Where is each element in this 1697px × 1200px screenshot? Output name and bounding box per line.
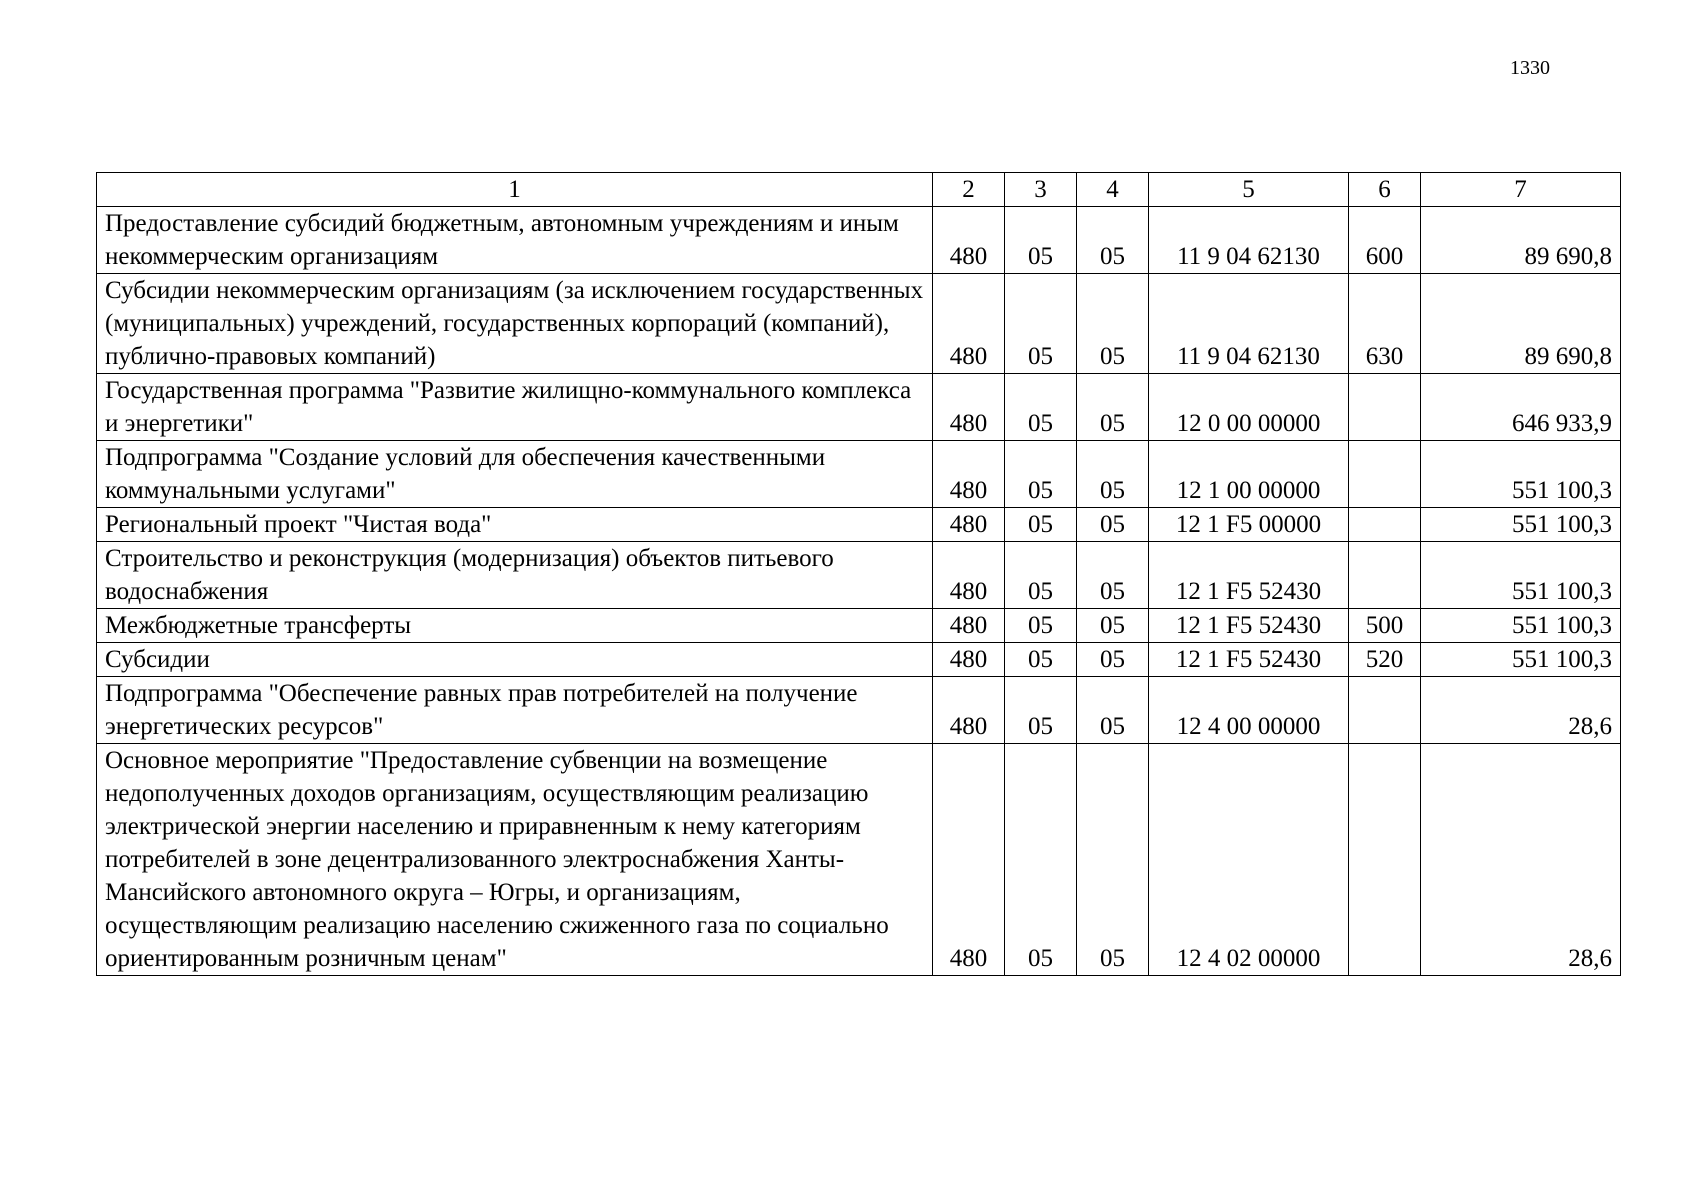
row-subsection: 05: [1077, 374, 1149, 441]
header-cell-2: 2: [933, 173, 1005, 207]
row-subsection: 05: [1077, 677, 1149, 744]
row-target-code: 12 4 00 00000: [1149, 677, 1349, 744]
row-name: Межбюджетные трансферты: [97, 609, 933, 643]
row-ministry-code: 480: [933, 542, 1005, 609]
row-target-code: 12 0 00 00000: [1149, 374, 1349, 441]
row-section: 05: [1005, 542, 1077, 609]
row-name: Субсидии: [97, 643, 933, 677]
row-section: 05: [1005, 643, 1077, 677]
row-ministry-code: 480: [933, 677, 1005, 744]
row-section: 05: [1005, 744, 1077, 976]
row-amount: 551 100,3: [1421, 441, 1621, 508]
row-amount: 89 690,8: [1421, 274, 1621, 374]
row-target-code: 12 1 F5 52430: [1149, 643, 1349, 677]
row-target-code: 12 1 F5 00000: [1149, 508, 1349, 542]
table-row: [97, 441, 1621, 508]
header-cell-4: 4: [1077, 173, 1149, 207]
row-amount: 551 100,3: [1421, 542, 1621, 609]
row-amount: 28,6: [1421, 744, 1621, 976]
table-header: [97, 173, 1621, 207]
row-target-code: 11 9 04 62130: [1149, 207, 1349, 274]
row-expense-type: [1349, 441, 1421, 508]
row-target-code: 12 1 00 00000: [1149, 441, 1349, 508]
header-row: [97, 173, 1621, 207]
row-subsection: 05: [1077, 542, 1149, 609]
row-section: 05: [1005, 609, 1077, 643]
row-amount: 551 100,3: [1421, 508, 1621, 542]
table-row: [97, 744, 1621, 976]
row-section: 05: [1005, 677, 1077, 744]
row-name: Основное мероприятие "Предоставление субвенции на возмещение недополученных доходов организациям, осуществляющим реализацию электрической энергии населению и приравненным к нему категориям потребителей в зоне децентрализованного электроснабжения Ханты-Мансийского автономного округа – Югры, и организациям, осуществляющим реализацию населению сжиженного газа по социально ориентированным розничным ценам": [97, 744, 933, 976]
header-cell-5: 5: [1149, 173, 1349, 207]
row-subsection: 05: [1077, 207, 1149, 274]
row-name: Подпрограмма "Обеспечение равных прав потребителей на получение энергетических ресурсов": [97, 677, 933, 744]
table-row: [97, 508, 1621, 542]
row-expense-type: 520: [1349, 643, 1421, 677]
row-amount: 89 690,8: [1421, 207, 1621, 274]
row-expense-type: 500: [1349, 609, 1421, 643]
row-subsection: 05: [1077, 643, 1149, 677]
row-expense-type: [1349, 508, 1421, 542]
row-section: 05: [1005, 274, 1077, 374]
table-row: [97, 609, 1621, 643]
row-expense-type: [1349, 374, 1421, 441]
table-row: [97, 542, 1621, 609]
row-expense-type: 600: [1349, 207, 1421, 274]
row-ministry-code: 480: [933, 508, 1005, 542]
row-section: 05: [1005, 374, 1077, 441]
table-row: [97, 207, 1621, 274]
row-section: 05: [1005, 508, 1077, 542]
row-ministry-code: 480: [933, 744, 1005, 976]
table-row: [97, 274, 1621, 374]
header-cell-7: 7: [1421, 173, 1621, 207]
row-ministry-code: 480: [933, 207, 1005, 274]
header-cell-3: 3: [1005, 173, 1077, 207]
page-number: 1330: [1510, 57, 1550, 79]
row-subsection: 05: [1077, 609, 1149, 643]
table-row: [97, 643, 1621, 677]
row-name: Региональный проект "Чистая вода": [97, 508, 933, 542]
row-name: Предоставление субсидий бюджетным, автономным учреждениям и иным некоммерческим организациям: [97, 207, 933, 274]
row-amount: 646 933,9: [1421, 374, 1621, 441]
row-ministry-code: 480: [933, 441, 1005, 508]
row-section: 05: [1005, 441, 1077, 508]
row-ministry-code: 480: [933, 374, 1005, 441]
row-expense-type: [1349, 677, 1421, 744]
row-ministry-code: 480: [933, 643, 1005, 677]
budget-table: [96, 172, 1621, 976]
row-subsection: 05: [1077, 744, 1149, 976]
row-name: Государственная программа "Развитие жилищно-коммунального комплекса и энергетики": [97, 374, 933, 441]
row-target-code: 12 1 F5 52430: [1149, 542, 1349, 609]
row-target-code: 12 4 02 00000: [1149, 744, 1349, 976]
row-name: Строительство и реконструкция (модернизация) объектов питьевого водоснабжения: [97, 542, 933, 609]
row-name: Субсидии некоммерческим организациям (за исключением государственных (муниципальных) учреждений, государственных корпораций (компаний), публично-правовых компаний): [97, 274, 933, 374]
row-section: 05: [1005, 207, 1077, 274]
row-amount: 551 100,3: [1421, 643, 1621, 677]
table-row: [97, 374, 1621, 441]
row-subsection: 05: [1077, 274, 1149, 374]
header-cell-6: 6: [1349, 173, 1421, 207]
row-subsection: 05: [1077, 508, 1149, 542]
row-amount: 28,6: [1421, 677, 1621, 744]
row-ministry-code: 480: [933, 274, 1005, 374]
header-cell-1: 1: [97, 173, 933, 207]
row-expense-type: [1349, 542, 1421, 609]
row-expense-type: 630: [1349, 274, 1421, 374]
row-target-code: 11 9 04 62130: [1149, 274, 1349, 374]
table-body: [97, 207, 1621, 976]
row-target-code: 12 1 F5 52430: [1149, 609, 1349, 643]
row-amount: 551 100,3: [1421, 609, 1621, 643]
row-expense-type: [1349, 744, 1421, 976]
row-ministry-code: 480: [933, 609, 1005, 643]
row-name: Подпрограмма "Создание условий для обеспечения качественными коммунальными услугами": [97, 441, 933, 508]
row-subsection: 05: [1077, 441, 1149, 508]
table-row: [97, 677, 1621, 744]
